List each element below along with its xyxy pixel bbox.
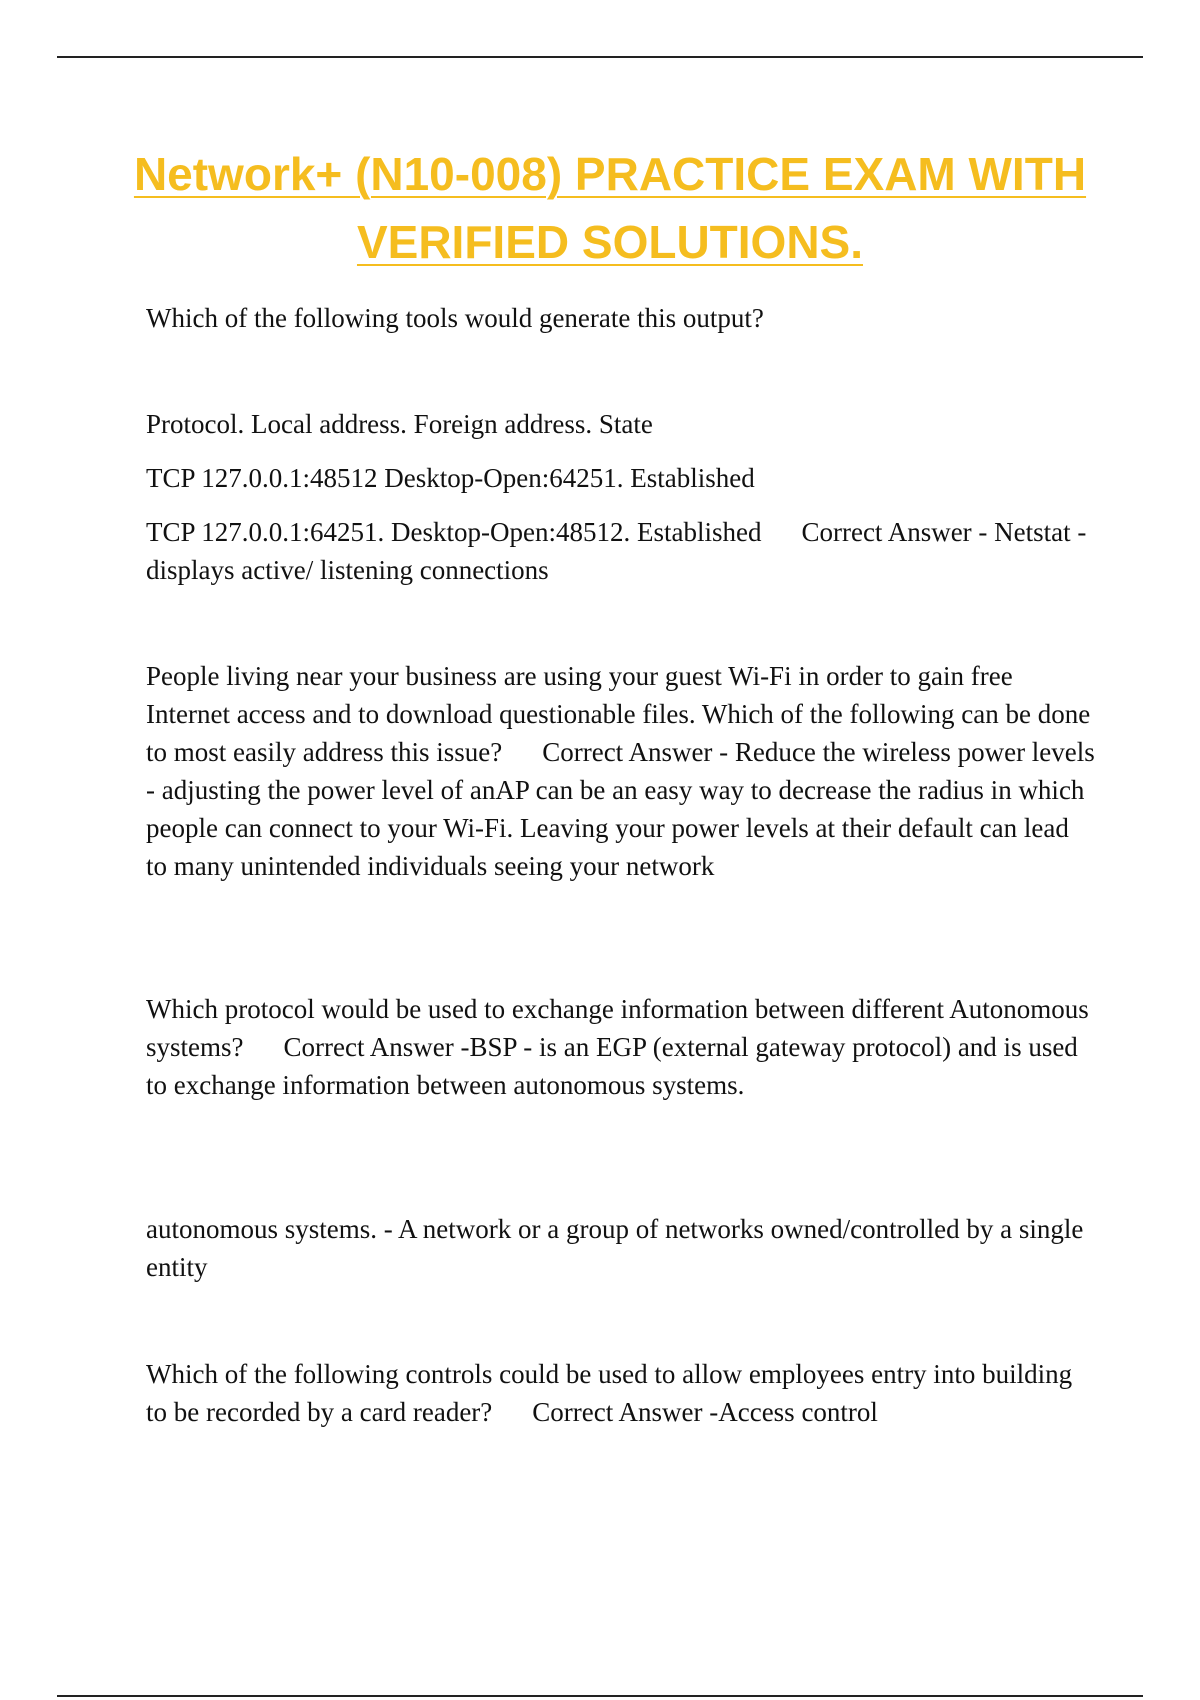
document-title — [130, 140, 1090, 276]
top-rule — [57, 56, 1143, 58]
question-4-block — [146, 1355, 1096, 1431]
question-1-text: Which of the following tools would generate this output? — [146, 303, 764, 333]
definition-note: autonomous systems. - A network or a group of networks owned/controlled by a single entity — [146, 1214, 1084, 1282]
question-3-block — [146, 990, 1096, 1104]
output-line-2: TCP 127.0.0.1:64251. Desktop-Open:48512. Established — [146, 517, 762, 547]
title-line-2: VERIFIED SOLUTIONS. — [356, 216, 864, 268]
output-line-1: TCP 127.0.0.1:48512 Desktop-Open:64251. Established — [146, 463, 755, 493]
question-3-text: Which protocol would be used to exchange information between different Autonomous systems? — [146, 994, 1089, 1062]
output-line-header: Protocol. Local address. Foreign address. State — [146, 409, 653, 439]
question-4-text: Which of the following controls could be used to allow employees entry into building to be recorded by a card reader? — [146, 1359, 1073, 1427]
question-2-block — [146, 657, 1096, 885]
question-2-answer: Correct Answer - Reduce the wireless power levels - adjusting the power level of anAP can be an easy way to decrease the radius in which people can connect to your Wi-Fi. Leaving your power levels at their default can lead to many unintended individuals seeing your network — [146, 737, 1095, 881]
question-4-answer: Correct Answer -Access control — [532, 1397, 878, 1427]
bottom-rule — [57, 1695, 1143, 1697]
question-2-text: People living near your business are using your guest Wi-Fi in order to gain free Internet access and to download questionable files. Which of the following can be done to most easily address this issue? — [146, 661, 1091, 767]
title-line-1: Network+ (N10-008) PRACTICE EXAM WITH — [133, 148, 1087, 200]
question-1-answer-block — [146, 513, 1096, 589]
question-1-answer: Correct Answer - Netstat - displays active/ listening connections — [146, 517, 1087, 585]
question-3-answer: Correct Answer -BSP - is an EGP (external gateway protocol) and is used to exchange information between autonomous systems. — [146, 1032, 1078, 1100]
